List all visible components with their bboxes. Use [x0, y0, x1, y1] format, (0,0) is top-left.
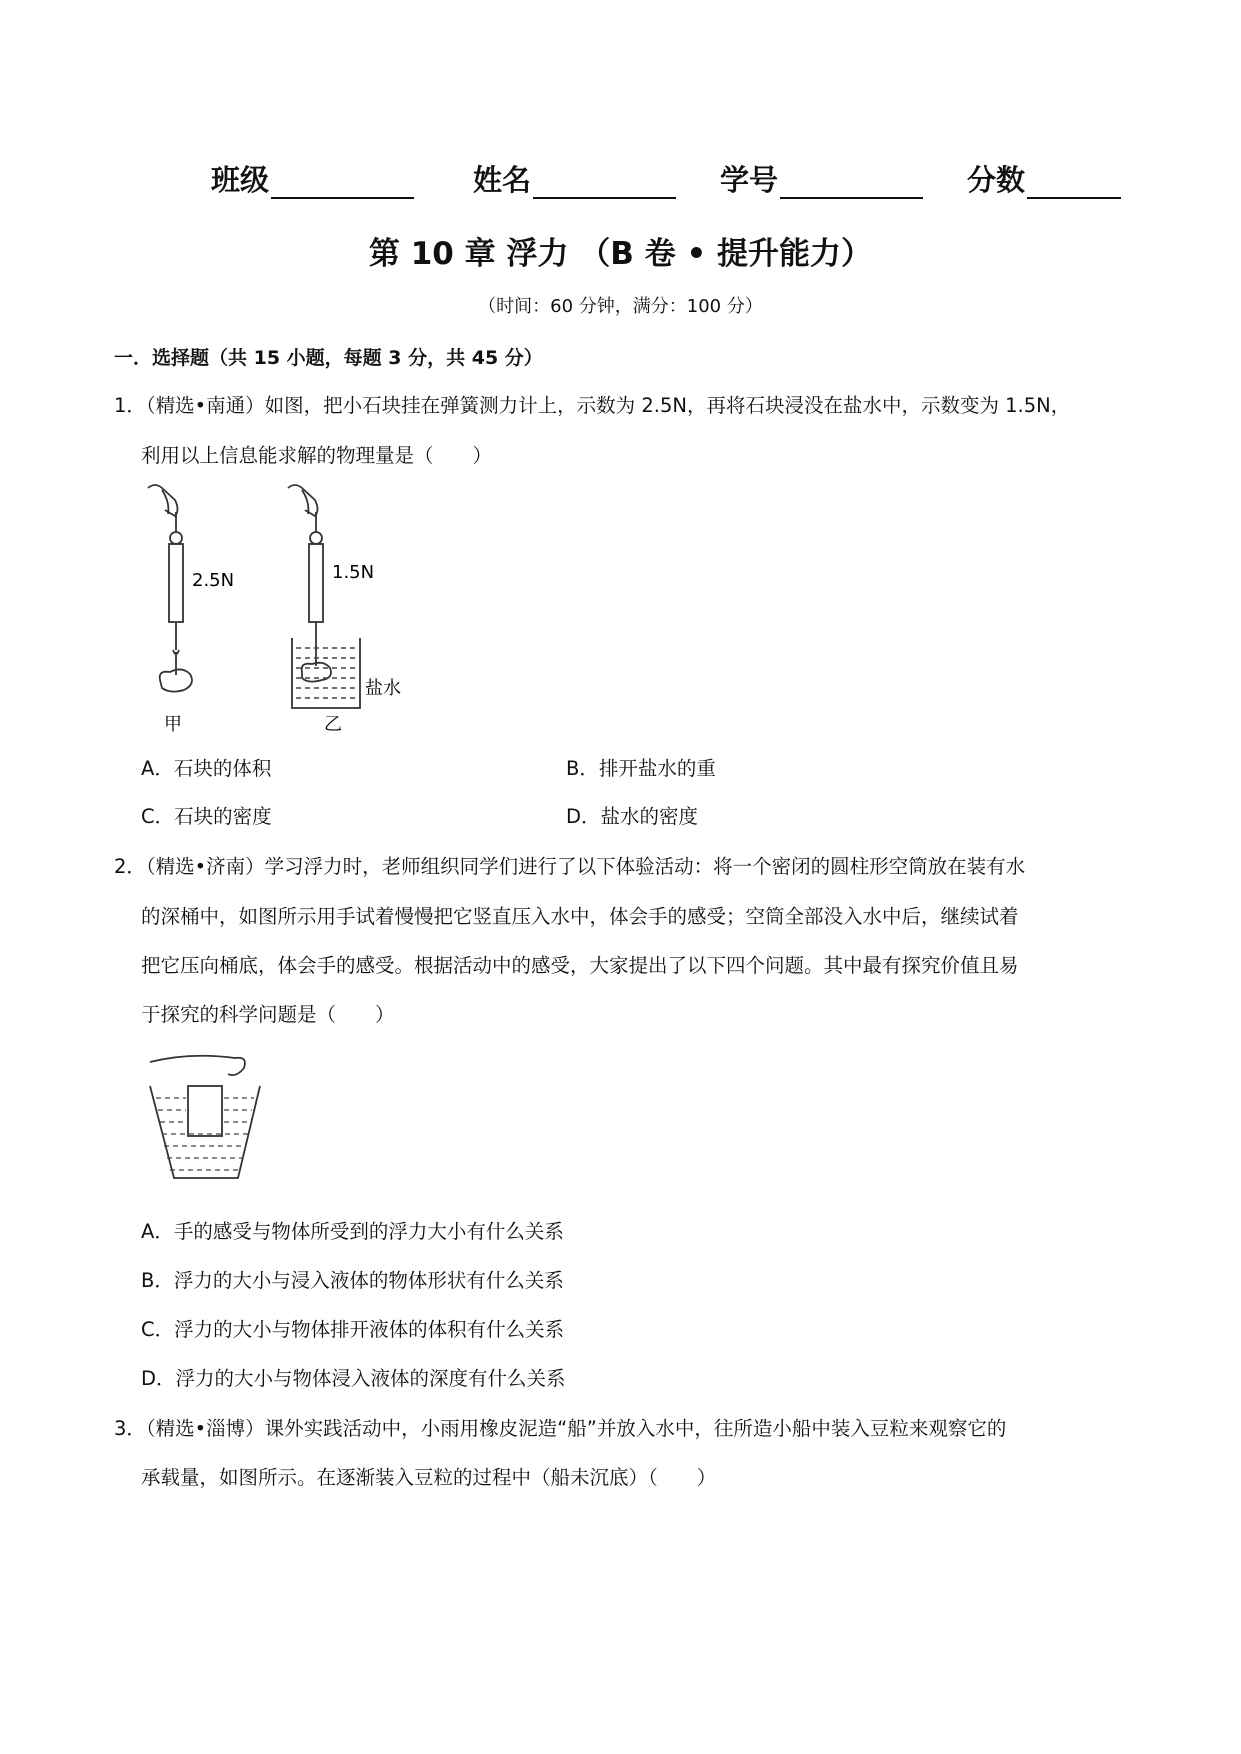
- class-label: 班级: [211, 163, 270, 197]
- student-info-fields: [0, 158, 1241, 208]
- exam-info: （时间：60 分钟，满分：100 分）: [478, 296, 763, 317]
- figure-a-label: 甲: [164, 714, 182, 735]
- q1-option-d[interactable]: D．盐水的密度: [566, 805, 699, 828]
- reading-a-label: 2.5N: [192, 570, 235, 591]
- q2-option-c[interactable]: C．浮力的大小与物体排开液体的体积有什么关系: [141, 1318, 565, 1341]
- score-label: 分数: [967, 163, 1026, 197]
- spring-scale-b: [309, 544, 323, 622]
- cylinder: [188, 1086, 222, 1136]
- q1-text-line2: 利用以上信息能求解的物理量是（ ）: [141, 444, 493, 467]
- q1-text-line1: 1．（精选•南通）如图，把小石块挂在弹簧测力计上，示数为 2.5N，再将石块浸没在盐水中，示数变为 1.5N，: [114, 394, 1071, 417]
- name-blank: [533, 197, 676, 199]
- q2-option-d[interactable]: D．浮力的大小与物体浸入液体的深度有什么关系: [141, 1367, 566, 1390]
- name-label: 姓名: [473, 163, 532, 197]
- q1-spring-scale-figure: [140, 480, 440, 740]
- section-heading: 一．选择题（共 15 小题，每题 3 分，共 45 分）: [114, 347, 543, 369]
- hand-icon: [150, 1056, 245, 1075]
- class-blank: [271, 197, 414, 199]
- q3-text-line2: 承载量，如图所示。在逐渐装入豆粒的过程中（船未沉底）（ ）: [141, 1466, 717, 1489]
- q2-option-b[interactable]: B．浮力的大小与浸入液体的物体形状有什么关系: [141, 1269, 564, 1292]
- page-title: 第 10 章 浮力 （B 卷 • 提升能力）: [368, 236, 873, 272]
- q3-text-line1: 3．（精选•淄博）课外实践活动中，小雨用橡皮泥造“船”并放入水中，往所造小船中装入豆粒来观察它的: [114, 1417, 1007, 1440]
- student-id-blank: [780, 197, 923, 199]
- q1-option-c[interactable]: C．石块的密度: [141, 805, 272, 828]
- q2-option-a[interactable]: A．手的感受与物体所受到的浮力大小有什么关系: [141, 1220, 564, 1243]
- figure-b-label: 乙: [324, 714, 342, 735]
- q1-option-a[interactable]: A．石块的体积: [141, 757, 272, 780]
- liquid-label: 盐水: [365, 678, 401, 699]
- score-blank: [1027, 197, 1121, 199]
- reading-b-label: 1.5N: [332, 562, 375, 583]
- q2-text-line4: 于探究的科学问题是（ ）: [141, 1003, 395, 1026]
- spring-scale-a: [169, 544, 183, 622]
- q2-bucket-figure: [140, 1050, 280, 1190]
- q1-option-b[interactable]: B．排开盐水的重: [566, 757, 716, 780]
- q2-text-line1: 2．（精选•济南）学习浮力时，老师组织同学们进行了以下体验活动：将一个密闭的圆柱形空筒放在装有水: [114, 855, 1026, 878]
- student-id-label: 学号: [720, 163, 779, 197]
- q2-text-line3: 把它压向桶底，体会手的感受。根据活动中的感受，大家提出了以下四个问题。其中最有探究价值且易: [141, 954, 1019, 977]
- q2-text-line2: 的深桶中，如图所示用手试着慢慢把它竖直压入水中，体会手的感受；空筒全部没入水中后，继续试着: [141, 905, 1019, 928]
